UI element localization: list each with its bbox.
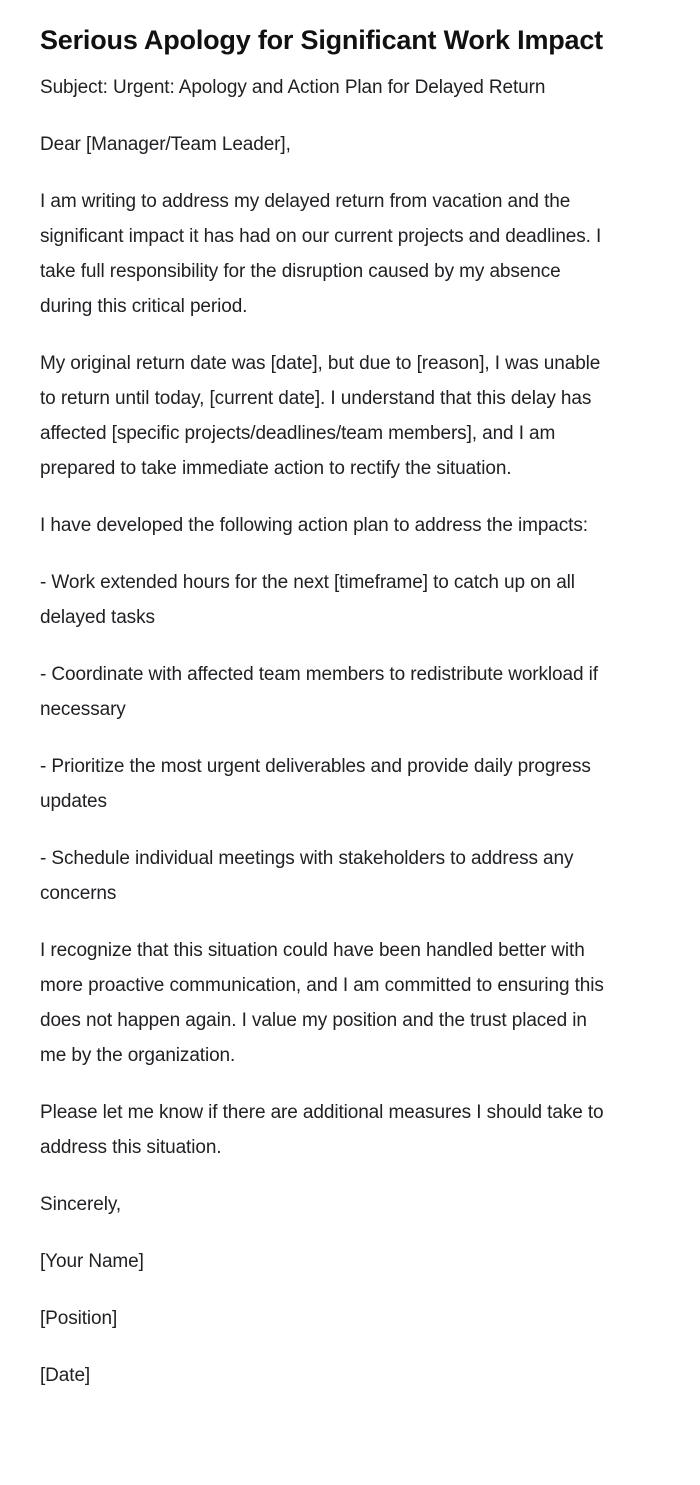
body-paragraph-2: My original return date was [date], but due to [reason], I was unable to return until today, [current date]. I understand that this delay has affected [specific projects/deadlines/team members], and I am prepared to take immediate action to rectify the situation. [40, 353, 601, 479]
action-plan-item-1: - Work extended hours for the next [timeframe] to catch up on all delayed tasks [40, 572, 575, 628]
signoff-sincerely: Sincerely, [40, 1194, 122, 1215]
signoff-position: [Position] [40, 1308, 118, 1329]
page-title: Serious Apology for Significant Work Impact [40, 25, 603, 55]
signoff-name: [Your Name] [40, 1251, 144, 1272]
action-plan-item-4: - Schedule individual meetings with stakeholders to address any concerns [40, 848, 574, 904]
body-paragraph-1: I am writing to address my delayed return from vacation and the significant impact it has had on our current projects and deadlines. I take full responsibility for the disruption caused by my absence during this critical period. [40, 191, 602, 317]
action-plan-item-3: - Prioritize the most urgent deliverables and provide daily progress updates [40, 756, 591, 812]
salutation: Dear [Manager/Team Leader], [40, 134, 291, 155]
action-plan-item-2: - Coordinate with affected team members to redistribute workload if necessary [40, 664, 598, 720]
closing-paragraph-1: I recognize that this situation could have been handled better with more proactive communication, and I am committed to ensuring this does not happen again. I value my position and the trust placed in me by the organization. [40, 940, 604, 1066]
body-paragraph-3: I have developed the following action plan to address the impacts: [40, 515, 588, 536]
signoff-date: [Date] [40, 1365, 91, 1386]
closing-paragraph-2: Please let me know if there are additional measures I should take to address this situation. [40, 1102, 604, 1158]
subject-line: Subject: Urgent: Apology and Action Plan for Delayed Return [40, 77, 546, 98]
